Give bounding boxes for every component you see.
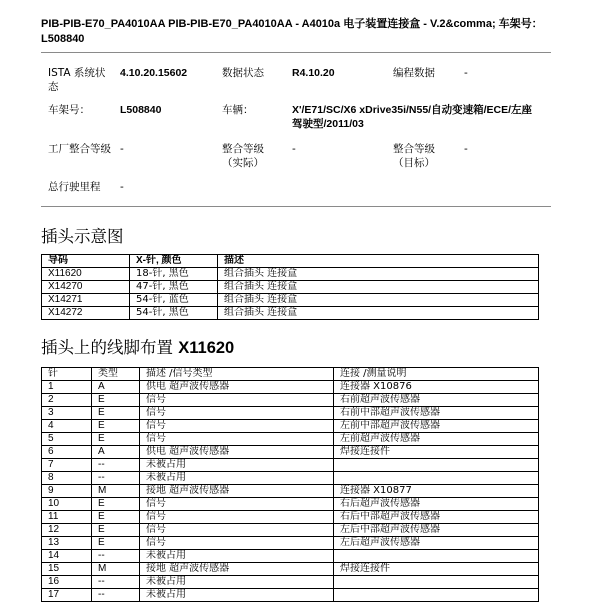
table-cell: 5 bbox=[42, 433, 92, 446]
table-row bbox=[42, 472, 539, 485]
table-cell: -- bbox=[92, 589, 140, 602]
pin-layout-connector-code: X11620 bbox=[178, 339, 235, 357]
table-cell: 7 bbox=[42, 459, 92, 472]
table-cell: 6 bbox=[42, 446, 92, 459]
table-row bbox=[42, 407, 539, 420]
table-cell: 18-针, 黑色 bbox=[130, 268, 218, 281]
table-cell: 焊接连接件 bbox=[334, 563, 539, 576]
table-cell: E bbox=[92, 433, 140, 446]
table-cell: -- bbox=[92, 550, 140, 563]
table-cell bbox=[334, 576, 539, 589]
vin-label: 车架号： bbox=[48, 104, 90, 116]
table-cell: X11620 bbox=[42, 268, 130, 281]
table-cell: 右前中部超声波传感器 bbox=[334, 407, 539, 420]
document-title: PIB-PIB-E70_PA4010AA PIB-PIB-E70_PA4010AA - A4010a 电子装置连接盒 - V.2&comma; 车架号：L508840 bbox=[41, 18, 543, 45]
table-cell bbox=[334, 459, 539, 472]
table-cell: 信号 bbox=[140, 394, 334, 407]
column-header: 描述 bbox=[218, 255, 539, 268]
table-row bbox=[42, 394, 539, 407]
table-cell: 右后超声波传感器 bbox=[334, 498, 539, 511]
table-cell: 右前超声波传感器 bbox=[334, 394, 539, 407]
table-cell: 供电 超声波传感器 bbox=[140, 381, 334, 394]
column-header: 描述 /信号类型 bbox=[140, 368, 334, 381]
table-cell: 未被占用 bbox=[140, 459, 334, 472]
table-cell: 2 bbox=[42, 394, 92, 407]
vin-value: L508840 bbox=[120, 104, 162, 116]
table-cell: 13 bbox=[42, 537, 92, 550]
table-cell: 信号 bbox=[140, 537, 334, 550]
table-cell: E bbox=[92, 394, 140, 407]
connector-overview-heading: 插头示意图 bbox=[41, 227, 124, 246]
table-row bbox=[42, 459, 539, 472]
table-cell: 未被占用 bbox=[140, 576, 334, 589]
model-value: X'/E71/SC/X6 xDrive35i/N55/自动变速箱/ECE/左座驾驶型/2011/03 bbox=[292, 104, 533, 130]
table-cell: 3 bbox=[42, 407, 92, 420]
table-row bbox=[42, 498, 539, 511]
table-cell bbox=[334, 589, 539, 602]
table-cell: 1 bbox=[42, 381, 92, 394]
table-row bbox=[42, 307, 539, 320]
table-cell: 左前超声波传感器 bbox=[334, 433, 539, 446]
table-cell: 未被占用 bbox=[140, 472, 334, 485]
table-cell: 16 bbox=[42, 576, 92, 589]
actual-level-value: - bbox=[292, 143, 296, 155]
pin-layout-table bbox=[41, 367, 539, 602]
table-cell: 信号 bbox=[140, 407, 334, 420]
table-cell: M bbox=[92, 485, 140, 498]
table-cell: 组合插头 连接盒 bbox=[218, 281, 539, 294]
table-cell: E bbox=[92, 498, 140, 511]
table-row bbox=[42, 576, 539, 589]
table-cell: 接地 超声波传感器 bbox=[140, 563, 334, 576]
column-header: 导码 bbox=[42, 255, 130, 268]
info-divider bbox=[41, 206, 551, 207]
table-row bbox=[42, 433, 539, 446]
table-cell: 54-针, 黑色 bbox=[130, 307, 218, 320]
table-row bbox=[42, 524, 539, 537]
table-cell: -- bbox=[92, 459, 140, 472]
table-cell: E bbox=[92, 420, 140, 433]
table-cell: 8 bbox=[42, 472, 92, 485]
table-cell: 9 bbox=[42, 485, 92, 498]
table-cell: A bbox=[92, 446, 140, 459]
table-cell: 54-针, 蓝色 bbox=[130, 294, 218, 307]
column-header: 连接 /测量说明 bbox=[334, 368, 539, 381]
table-cell: 连接器 X10876 bbox=[334, 381, 539, 394]
table-row bbox=[42, 446, 539, 459]
table-cell: E bbox=[92, 407, 140, 420]
table-row bbox=[42, 268, 539, 281]
table-cell: A bbox=[92, 381, 140, 394]
table-row bbox=[42, 381, 539, 394]
table-row bbox=[42, 420, 539, 433]
column-header: 针 bbox=[42, 368, 92, 381]
table-row bbox=[42, 294, 539, 307]
table-cell: 47-针, 黑色 bbox=[130, 281, 218, 294]
table-row bbox=[42, 281, 539, 294]
table-cell: 14 bbox=[42, 550, 92, 563]
ista-label: ISTA 系统状态 bbox=[48, 67, 106, 93]
factory-level-label: 工厂整合等级 bbox=[48, 143, 111, 155]
table-cell: 未被占用 bbox=[140, 550, 334, 563]
model-label: 车辆： bbox=[222, 104, 254, 116]
table-cell: 连接器 X10877 bbox=[334, 485, 539, 498]
table-cell: M bbox=[92, 563, 140, 576]
table-cell: 供电 超声波传感器 bbox=[140, 446, 334, 459]
table-cell: 信号 bbox=[140, 498, 334, 511]
connector-overview-table bbox=[41, 254, 539, 320]
actual-level-label: 整合等级（实际） bbox=[222, 143, 264, 169]
table-cell: E bbox=[92, 524, 140, 537]
table-cell: 左前中部超声波传感器 bbox=[334, 420, 539, 433]
data-status-value: R4.10.20 bbox=[292, 67, 335, 79]
target-level-value: - bbox=[464, 143, 468, 155]
table-cell: X14270 bbox=[42, 281, 130, 294]
table-cell: 11 bbox=[42, 511, 92, 524]
table-cell: E bbox=[92, 537, 140, 550]
mileage-label: 总行驶里程 bbox=[48, 181, 101, 193]
table-cell: 4 bbox=[42, 420, 92, 433]
column-header: 类型 bbox=[92, 368, 140, 381]
table-cell: 组合插头 连接盒 bbox=[218, 294, 539, 307]
table-cell: -- bbox=[92, 472, 140, 485]
table-row bbox=[42, 485, 539, 498]
target-level-label: 整合等级（目标） bbox=[393, 143, 435, 169]
column-header: X-针, 颜色 bbox=[130, 255, 218, 268]
table-cell: X14271 bbox=[42, 294, 130, 307]
programming-value: - bbox=[464, 67, 468, 79]
table-row bbox=[42, 563, 539, 576]
table-cell: 焊接连接件 bbox=[334, 446, 539, 459]
table-cell: 10 bbox=[42, 498, 92, 511]
table-cell: 左后中部超声波传感器 bbox=[334, 524, 539, 537]
table-cell: 右后中部超声波传感器 bbox=[334, 511, 539, 524]
table-cell: 信号 bbox=[140, 433, 334, 446]
table-cell: 15 bbox=[42, 563, 92, 576]
table-cell: 12 bbox=[42, 524, 92, 537]
table-cell: 信号 bbox=[140, 420, 334, 433]
table-cell: 接地 超声波传感器 bbox=[140, 485, 334, 498]
table-cell: 17 bbox=[42, 589, 92, 602]
data-status-label: 数据状态 bbox=[222, 67, 264, 79]
table-row bbox=[42, 537, 539, 550]
programming-label: 编程数据 bbox=[393, 67, 435, 79]
factory-level-value: - bbox=[120, 143, 124, 155]
table-row bbox=[42, 511, 539, 524]
pin-layout-heading bbox=[41, 338, 234, 358]
table-cell bbox=[334, 550, 539, 563]
table-cell: E bbox=[92, 511, 140, 524]
pin-layout-heading-text: 插头上的线脚布置 bbox=[41, 338, 173, 357]
table-row bbox=[42, 550, 539, 563]
table-cell: 组合插头 连接盒 bbox=[218, 268, 539, 281]
table-cell: 信号 bbox=[140, 524, 334, 537]
table-cell: 组合插头 连接盒 bbox=[218, 307, 539, 320]
table-cell bbox=[334, 472, 539, 485]
table-cell: 未被占用 bbox=[140, 589, 334, 602]
table-row bbox=[42, 589, 539, 602]
table-cell: 信号 bbox=[140, 511, 334, 524]
top-divider bbox=[41, 52, 551, 53]
mileage-value: - bbox=[120, 181, 124, 193]
table-cell: 左后超声波传感器 bbox=[334, 537, 539, 550]
ista-value: 4.10.20.15602 bbox=[120, 67, 188, 79]
table-cell: X14272 bbox=[42, 307, 130, 320]
table-cell: -- bbox=[92, 576, 140, 589]
